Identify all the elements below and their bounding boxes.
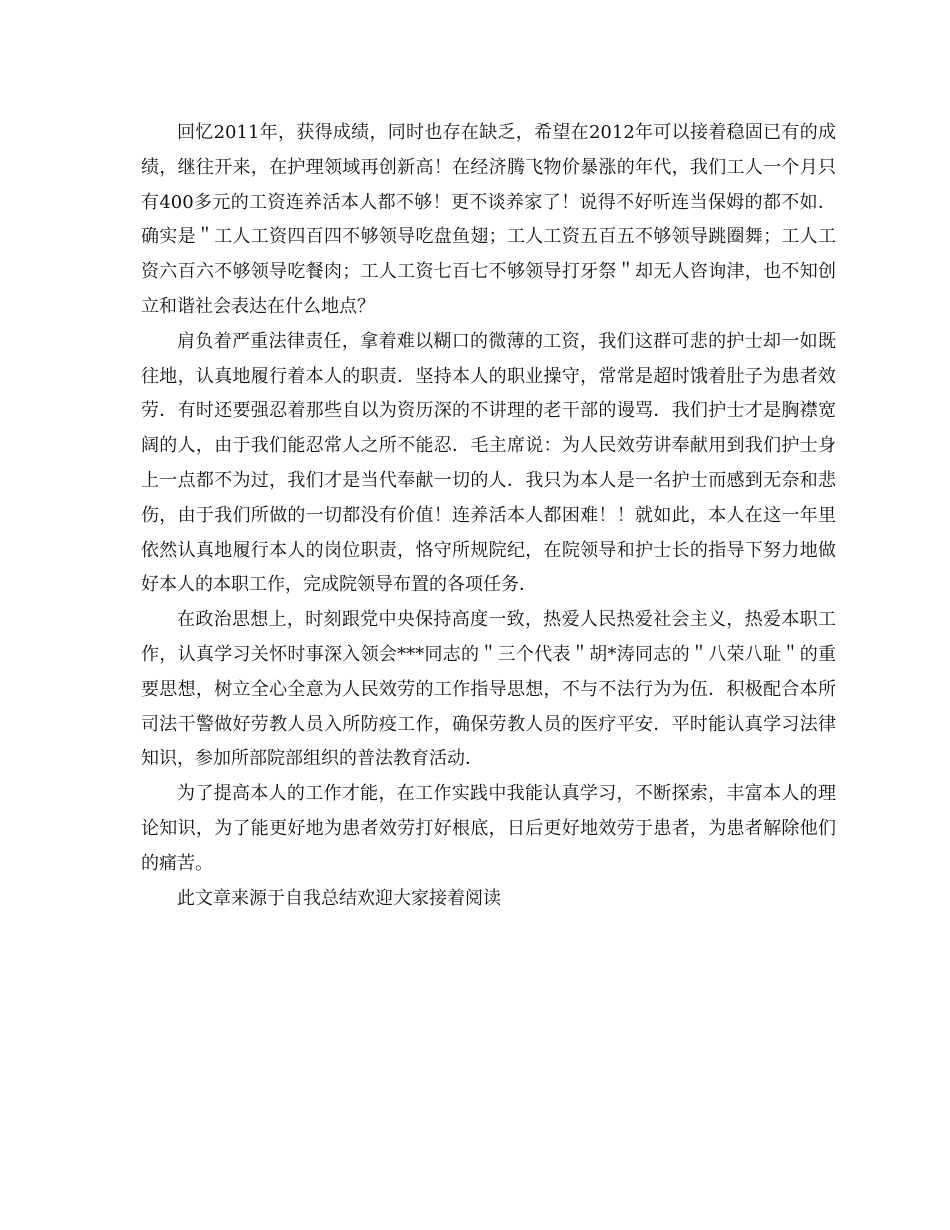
paragraph-self-improvement: 为了提高本人的工作才能，在工作实践中我能认真学习，不断探索，丰富本人的理论知识，为了能更好地为患者效劳打好根底，日后更好地效劳于患者，为患者解除他们的痛苦。 [141, 783, 836, 874]
paragraph-review-2011: 回忆2011年，获得成绩，同时也存在缺乏，希望在2012年可以接着稳固已有的成绩，继往开来，在护理领域再创新高！在经济腾飞物价暴涨的年代，我们工人一个月只有400多元的工资连养活本人都不够！更不谈养家了！说得不好听连当保姆的都不如．确实是＂工人工资四百四不够领导吃盘鱼翅；工人工资五百五不够领导跳圈舞；工人工资六百六不够领导吃餐肉；工人工资七百七不够领导打牙祭＂却无人咨询津，也不知创立和谐社会表达在什么地点？ [141, 122, 836, 317]
paragraph-political-thought: 在政治思想上，时刻跟党中央保持高度一致，热爱人民热爱社会主义，热爱本职工作，认真学习关怀时事深入领会***同志的＂三个代表＂胡*涛同志的＂八荣八耻＂的重要思想，树立全心全意为人民效劳的工作指导思想，不与不法行为为伍．积极配合本所司法干警做好劳教人员入所防疫工作，确保劳教人员的医疗平安．平时能认真学习法律知识，参加所部院部组织的普法教育活动． [141, 609, 836, 770]
document-body [141, 116, 836, 916]
paragraph-nurse-duties: 肩负着严重法律责任，拿着难以糊口的微薄的工资，我们这群可悲的护士却一如既往地，认真地履行着本人的职责．坚持本人的职业操守，常常是超时饿着肚子为患者效劳．有时还要强忍着那些自以为资历深的不讲理的老干部的谩骂．我们护士才是胸襟宽阔的人，由于我们能忍常人之所不能忍．毛主席说：为人民效劳讲奉献用到我们护士身上一点都不为过，我们才是当代奉献一切的人．我只为本人是一名护士而感到无奈和悲伤，由于我们所做的一切都没有价值！连养活本人都困难！！就如此，本人在这一年里依然认真地履行本人的岗位职责，恪守所规院纪，在院领导和护士长的指导下努力地做好本人的本职工作，完成院领导布置的各项任务． [141, 330, 836, 596]
paragraph-source-note: 此文章来源于自我总结欢迎大家接着阅读 [177, 887, 501, 909]
